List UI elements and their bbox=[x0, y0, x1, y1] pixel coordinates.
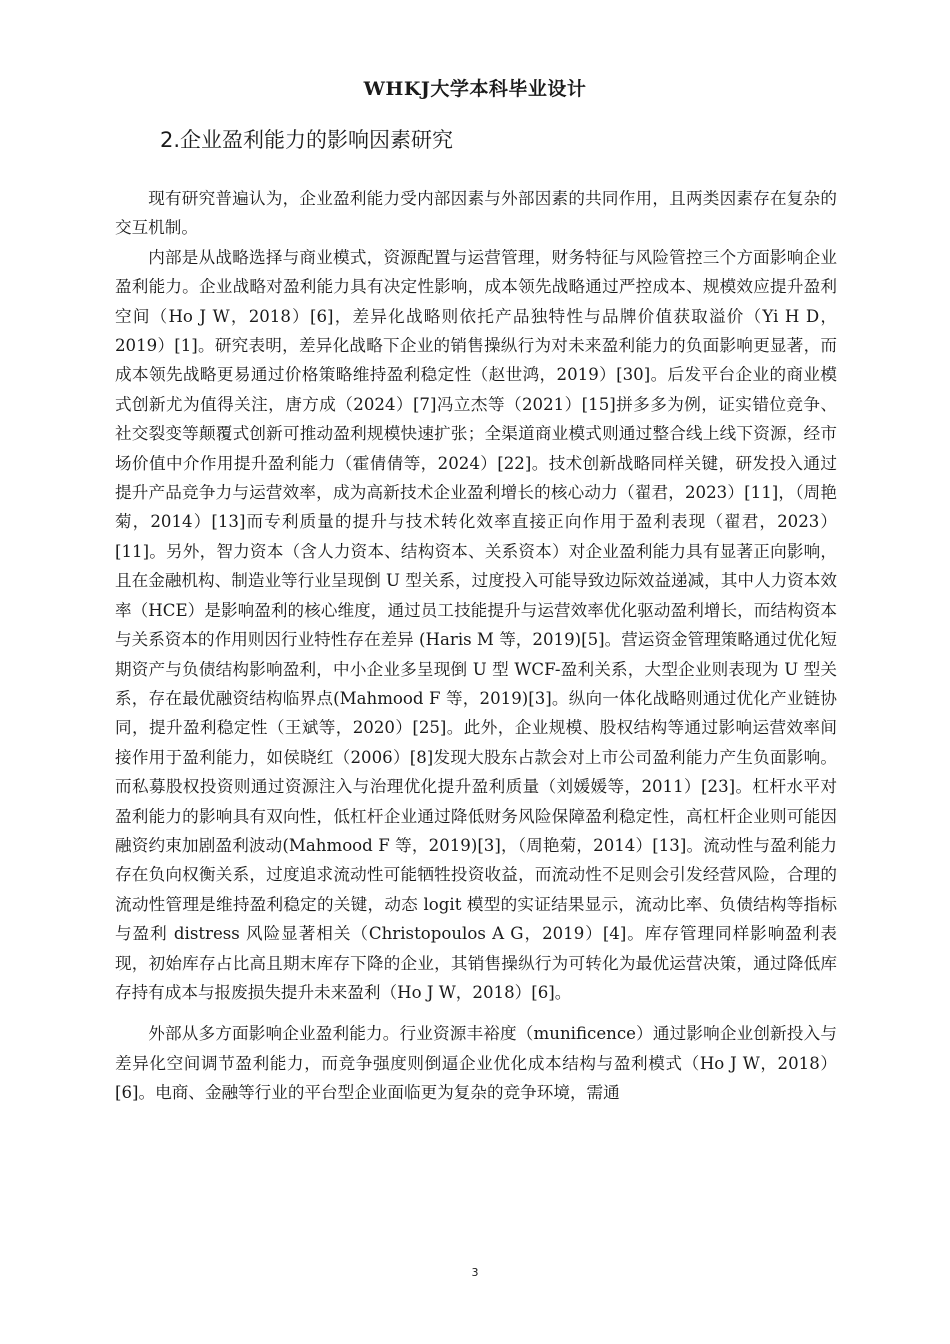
body-text bbox=[115, 184, 837, 1108]
section-title: 2.企业盈利能力的影响因素研究 bbox=[160, 128, 454, 152]
page-header: WHKJ大学本科毕业设计 bbox=[363, 78, 587, 100]
paragraph-intro: 现有研究普遍认为，企业盈利能力受内部因素与外部因素的共同作用，且两类因素存在复杂的交互机制。 bbox=[115, 189, 837, 238]
paragraph-internal-factors: 内部是从战略选择与商业模式，资源配置与运营管理，财务特征与风险管控三个方面影响企业盈利能力。企业战略对盈利能力具有决定性影响，成本领先战略通过严控成本、规模效应提升盈利空间（Ho J W，2018）[6]，差异化战略则依托产品独特性与品牌价值获取溢价（Yi H D，2019）[1]。研究表明，差异化战略下企业的销售操纵行为对未来盈利能力的负面影响更显著，而成本领先战略更易通过价格策略维持盈利稳定性（赵世鸿，2019）[30]。后发平台企业的商业模式创新尤为值得关注，唐方成（2024）[7]冯立杰等（2021）[15]拼多多为例，证实错位竞争、社交裂变等颠覆式创新可推动盈利规模快速扩张；全渠道商业模式则通过整合线上线下资源，经市场价值中介作用提升盈利能力（霍倩倩等，2024）[22]。技术创新战略同样关键，研发投入通过提升产品竞争力与运营效率，成为高新技术企业盈利增长的核心动力（翟君，2023）[11]，（周艳菊，2014）[13]而专利质量的提升与技术转化效率直接正向作用于盈利表现（翟君，2023）[11]。另外，智力资本（含人力资本、结构资本、关系资本）对企业盈利能力具有显著正向影响，且在金融机构、制造业等行业呈现倒 U 型关系，过度投入可能导致边际效益递减，其中人力资本效率（HCE）是影响盈利的核心维度，通过员工技能提升与运营效率优化驱动盈利增长，而结构资本与关系资本的作用则因行业特性存在差异 (Haris M 等，2019)[5]。营运资金管理策略通过优化短期资产与负债结构影响盈利，中小企业多呈现倒 U 型 WCF-盈利关系，大型企业则表现为 U 型关系，存在最优融资结构临界点(Mahmood F 等，2019)[3]。纵向一体化战略则通过优化产业链协同，提升盈利稳定性（王斌等，2020）[25]。此外，企业规模、股权结构等通过影响运营效率间接作用于盈利能力，如侯晓红（2006）[8]发现大股东占款会对上市公司盈利能力产生负面影响。而私募股权投资则通过资源注入与治理优化提升盈利质量（刘媛媛等，2011）[23]。杠杆水平对盈利能力的影响具有双向性，低杠杆企业通过降低财务风险保障盈利稳定性，高杠杆企业则可能因融资约束加剧盈利波动(Mahmood F 等，2019)[3]，（周艳菊，2014）[13]。流动性与盈利能力存在负向权衡关系，过度追求流动性可能牺牲投资收益，而流动性不足则会引发经营风险，合理的流动性管理是维持盈利稳定的关键，动态 logit 模型的实证结果显示，流动比率、负债结构等指标与盈利 distress 风险显著相关（Christopoulos A G，2019）[4]。库存管理同样影响盈利表现，初始库存占比高且期末库存下降的企业，其销售操纵行为可转化为最优运营决策，通过降低库存持有成本与报废损失提升未来盈利（Ho J W，2018）[6]。 bbox=[115, 247, 837, 1002]
page-number: 3 bbox=[471, 1266, 479, 1279]
paragraph-external-factors: 外部从多方面影响企业盈利能力。行业资源丰裕度（munificence）通过影响企业创新投入与差异化空间调节盈利能力，而竞争强度则倒逼企业优化成本结构与盈利模式（Ho J W，2018）[6]。电商、金融等行业的平台型企业面临更为复杂的竞争环境，需通 bbox=[115, 1024, 837, 1103]
